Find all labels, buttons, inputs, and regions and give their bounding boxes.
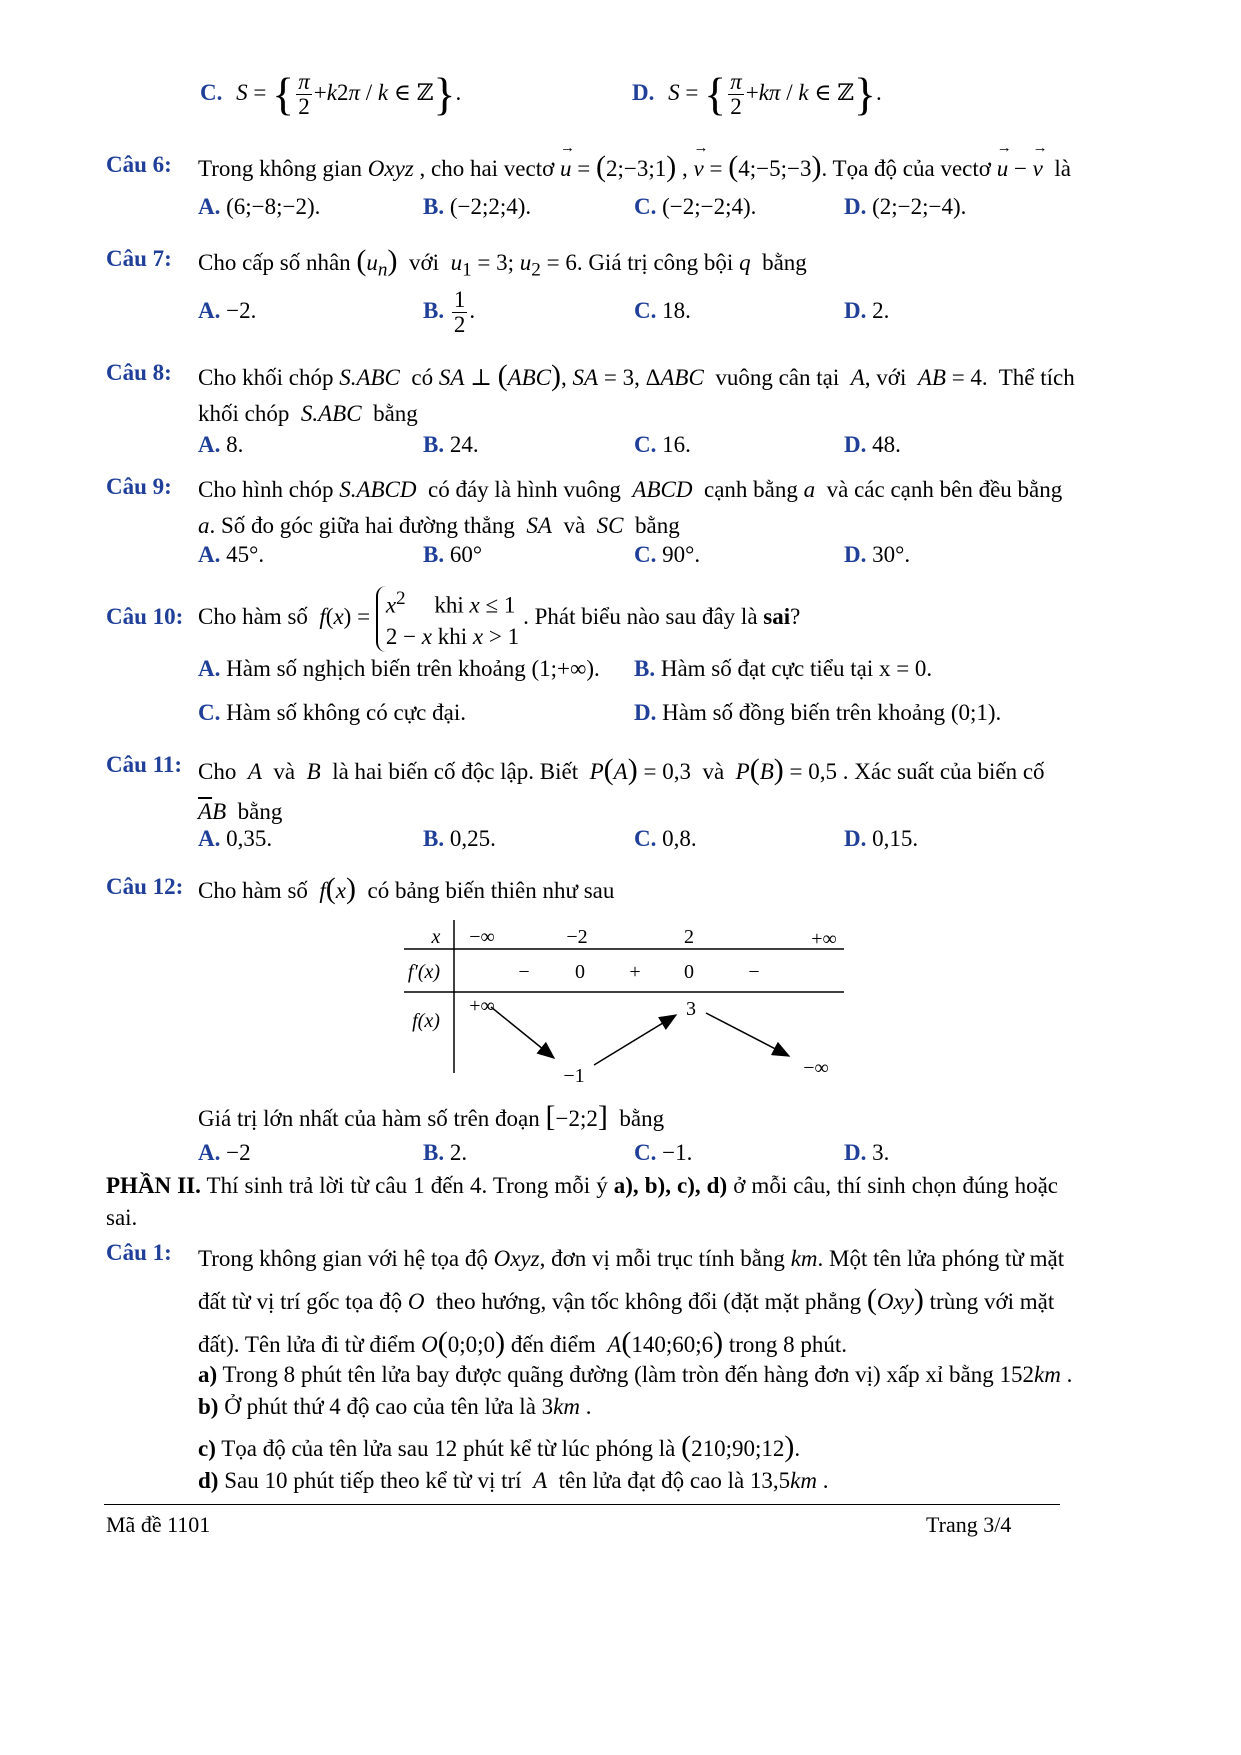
option-b: [423, 542, 482, 568]
option-label: D.: [844, 826, 867, 851]
option-label: C.: [634, 432, 657, 457]
question-label: Câu 9:: [106, 474, 172, 499]
option-text: 0,35.: [226, 826, 273, 851]
statement-label: a): [198, 1362, 218, 1387]
option-b: [634, 656, 932, 682]
increasing-arrow: [594, 1015, 676, 1065]
option-text: 45°.: [226, 542, 265, 567]
footer-divider: [104, 1504, 1060, 1505]
option-label: C.: [200, 79, 223, 105]
f-value: −1: [563, 1065, 585, 1085]
x-value: 2: [684, 926, 694, 948]
option-b: [423, 432, 479, 458]
q5-option-d: [632, 70, 882, 119]
option-label: A.: [198, 542, 221, 567]
option-d: [844, 826, 918, 852]
option-text: 2.: [872, 298, 890, 323]
option-b: [423, 194, 531, 220]
option-label: A.: [198, 194, 221, 219]
f-value: +∞: [469, 995, 495, 1017]
option-label: D.: [844, 194, 867, 219]
question-label: Câu 10:: [106, 604, 184, 629]
option-label: B.: [423, 194, 445, 219]
option-text: Hàm số không có cực đại.: [226, 700, 466, 725]
option-text: −1.: [662, 1140, 693, 1165]
question-label: Câu 8:: [106, 360, 172, 385]
statement-label: d): [198, 1468, 219, 1493]
fprime-sign: 0: [684, 961, 694, 983]
option-label: B.: [423, 826, 445, 851]
option-label: A.: [198, 656, 221, 681]
option-label: B.: [634, 656, 656, 681]
option-text: Hàm số nghịch biến trên khoảng (1;+∞).: [226, 656, 600, 681]
piecewise-cases: $x^2$ khi x ≤ 1 2 − x khi x > 1: [376, 586, 523, 652]
fprime-sign: −: [518, 961, 530, 983]
option-c: [634, 298, 691, 324]
decreasing-arrow: [706, 1013, 789, 1056]
option-c: [634, 826, 697, 852]
option-label: C.: [634, 194, 657, 219]
option-text: 16.: [662, 432, 691, 457]
option-label: A.: [198, 432, 221, 457]
statement-b: b) Ở phút thứ 4 độ cao của tên lửa là 3km .: [198, 1394, 592, 1419]
option-c: [634, 542, 700, 568]
question-label: Câu 7:: [106, 246, 172, 271]
option-text: 8.: [226, 432, 244, 457]
option-text: 48.: [872, 432, 901, 457]
option-c: [634, 194, 756, 220]
option-text: Hàm số đồng biến trên khoảng (0;1).: [662, 700, 1002, 725]
question-stem: Cho hàm số f(x) có bảng biến thiên như sau: [198, 872, 615, 905]
x-value: +∞: [811, 928, 837, 950]
question-label: Câu 6:: [106, 152, 172, 177]
option-text: (−2;−2;4).: [662, 194, 757, 219]
option-d: [634, 700, 1001, 726]
option-text: 60°: [449, 542, 483, 567]
variation-table: [396, 915, 856, 1085]
x-value: −2: [566, 926, 588, 948]
question-stem: Trong không gian với hệ tọa độ Oxyz, đơn vị mỗi trục tính bằng km. Một tên lửa phóng từ mặt đất từ vị trí gốc tọa độ O theo hướng, vận tốc không đổi (đặt mặt phẳng (Oxy) trùng với mặt đất). Tên lửa đi từ điểm O(0;0;0) đến điểm A(140;60;6) trong 8 phút.: [198, 1246, 1065, 1359]
fprime-sign: −: [748, 961, 760, 983]
decreasing-arrow: [491, 1007, 554, 1058]
option-text: (2;−2;−4).: [872, 194, 967, 219]
row-label-f: f(x): [412, 1010, 440, 1032]
fprime-sign: +: [629, 961, 641, 983]
option-d: [844, 432, 901, 458]
option-label: C.: [198, 700, 221, 725]
option-d: [844, 542, 910, 568]
option-text: 2.: [449, 1140, 468, 1165]
question-subprompt: Giá trị lớn nhất của hàm số trên đoạn [−2;2] bằng: [198, 1100, 665, 1133]
option-label: D.: [634, 700, 657, 725]
row-label-fprime: f′(x): [407, 961, 441, 983]
q5-option-c: [200, 70, 461, 119]
statement-label: c): [198, 1436, 216, 1461]
option-a: [198, 432, 243, 458]
option-label: C.: [634, 1140, 657, 1165]
option-text: 18.: [662, 298, 691, 323]
option-text: 0,15.: [872, 826, 919, 851]
option-label: A.: [198, 298, 221, 323]
question-stem: Cho hình chóp S.ABCD có đáy là hình vuông ABCD cạnh bằng a và các cạnh bên đều bằng a. Số đo góc giữa hai đường thẳng SA và SC bằng: [198, 477, 1063, 538]
x-value: −∞: [469, 926, 495, 948]
option-label: C.: [634, 298, 657, 323]
option-text: 90°.: [662, 542, 701, 567]
question-stem: Cho hàm số $f(x) = x^2$ khi x ≤ 1 2 − x khi x > 1. Phát biểu nào sau đây là sai?: [198, 586, 800, 652]
question-label: Câu 1:: [106, 1240, 172, 1265]
option-label: B.: [423, 432, 445, 457]
option-text: 24.: [449, 432, 479, 457]
option-c: [634, 1140, 692, 1166]
option-label: B.: [423, 297, 445, 323]
option-label: D.: [844, 1140, 867, 1165]
statement-c: c) Tọa độ của tên lửa sau 12 phút kể từ lúc phóng là (210;90;12).: [198, 1430, 801, 1463]
question-label: Câu 11:: [106, 752, 183, 777]
option-b: [423, 826, 496, 852]
option-a: [198, 542, 264, 568]
option-label: A.: [198, 826, 221, 851]
option-c: [198, 700, 466, 726]
option-text: −2.: [226, 298, 257, 323]
option-label: A.: [198, 1140, 221, 1165]
option-label: D.: [844, 298, 867, 323]
option-c: [634, 432, 691, 458]
option-text: 30°.: [872, 542, 911, 567]
question-stem: Cho A và B là hai biến cố độc lập. Biết P(A) = 0,3 và P(B) = 0,5 . Xác suất của biến cố $\overline{A}B$ bằng: [198, 753, 1045, 824]
question-stem: Trong không gian Oxyz , cho hai vectơ → u = (2;−3;1) , → v = (4;−5;−3). Tọa độ của vectơ → u − → v là: [198, 150, 1058, 184]
option-d: [844, 1140, 889, 1166]
footer-page-number: Trang 3/4: [926, 1512, 1012, 1537]
question-label: Câu 12:: [106, 874, 184, 899]
f-value: 3: [686, 998, 696, 1020]
option-label: C.: [634, 542, 657, 567]
option-a: [198, 826, 272, 852]
option-text: (−2;2;4).: [449, 194, 532, 219]
option-text: 0,8.: [662, 826, 697, 851]
option-text: (6;−8;−2).: [226, 194, 321, 219]
option-label: C.: [634, 826, 657, 851]
statement-a: a) Trong 8 phút tên lửa bay được quãng đường (làm tròn đến hàng đơn vị) xấp xỉ bằng 152km .: [198, 1362, 1073, 1387]
option-label: B.: [423, 542, 445, 567]
option-a: [198, 1140, 251, 1166]
part-title: PHẦN II.: [106, 1173, 201, 1198]
statement-d: d) Sau 10 phút tiếp theo kể từ vị trí A tên lửa đạt độ cao là 13,5km .: [198, 1468, 829, 1493]
question-stem: Cho khối chóp S.ABC có SA ⊥ (ABC), SA = 3, ΔABC vuông cân tại A, với AB = 4. Thể tích khối chóp S.ABC bằng: [198, 359, 1075, 426]
option-d: [844, 298, 889, 324]
part-heading: PHẦN II. Thí sinh trả lời từ câu 1 đến 4. Trong mỗi ý a), b), c), d) ở mỗi câu, thí sinh chọn đúng hoặc sai.: [106, 1173, 1059, 1230]
option-a: [198, 298, 256, 324]
option-text: −2: [226, 1140, 251, 1165]
option-b: B. $\frac{1}{2}$ .: [423, 287, 476, 338]
footer-exam-code: Mã đề 1101: [106, 1512, 211, 1537]
option-a: [198, 194, 320, 220]
option-d: [844, 194, 966, 220]
option-text: 3.: [872, 1140, 890, 1165]
statement-label: b): [198, 1394, 219, 1419]
option-label: D.: [844, 432, 867, 457]
option-a: [198, 656, 600, 682]
fprime-sign: 0: [575, 961, 585, 983]
option-text: 0,25.: [449, 826, 496, 851]
option-label: D.: [844, 542, 867, 567]
option-b: [423, 1140, 467, 1166]
f-value: −∞: [803, 1057, 829, 1079]
option-math: S = { $\frac{\pi}{2}$ +kπ / k ∈ ℤ}.: [668, 68, 882, 120]
option-fraction: $\frac{1}{2}$: [453, 287, 466, 338]
option-label: D.: [632, 79, 655, 105]
row-label-x: x: [431, 926, 441, 948]
option-text: Hàm số đạt cực tiểu tại x = 0.: [660, 656, 933, 681]
question-stem: Cho cấp số nhân $(u_n)$ với $u_1 = 3$; $u_2 = 6$. Giá trị công bội q bằng: [198, 244, 807, 281]
option-label: B.: [423, 1140, 445, 1165]
option-math: S = { $\frac{\pi}{2}$ +k2π / k ∈ ℤ}.: [236, 68, 462, 120]
